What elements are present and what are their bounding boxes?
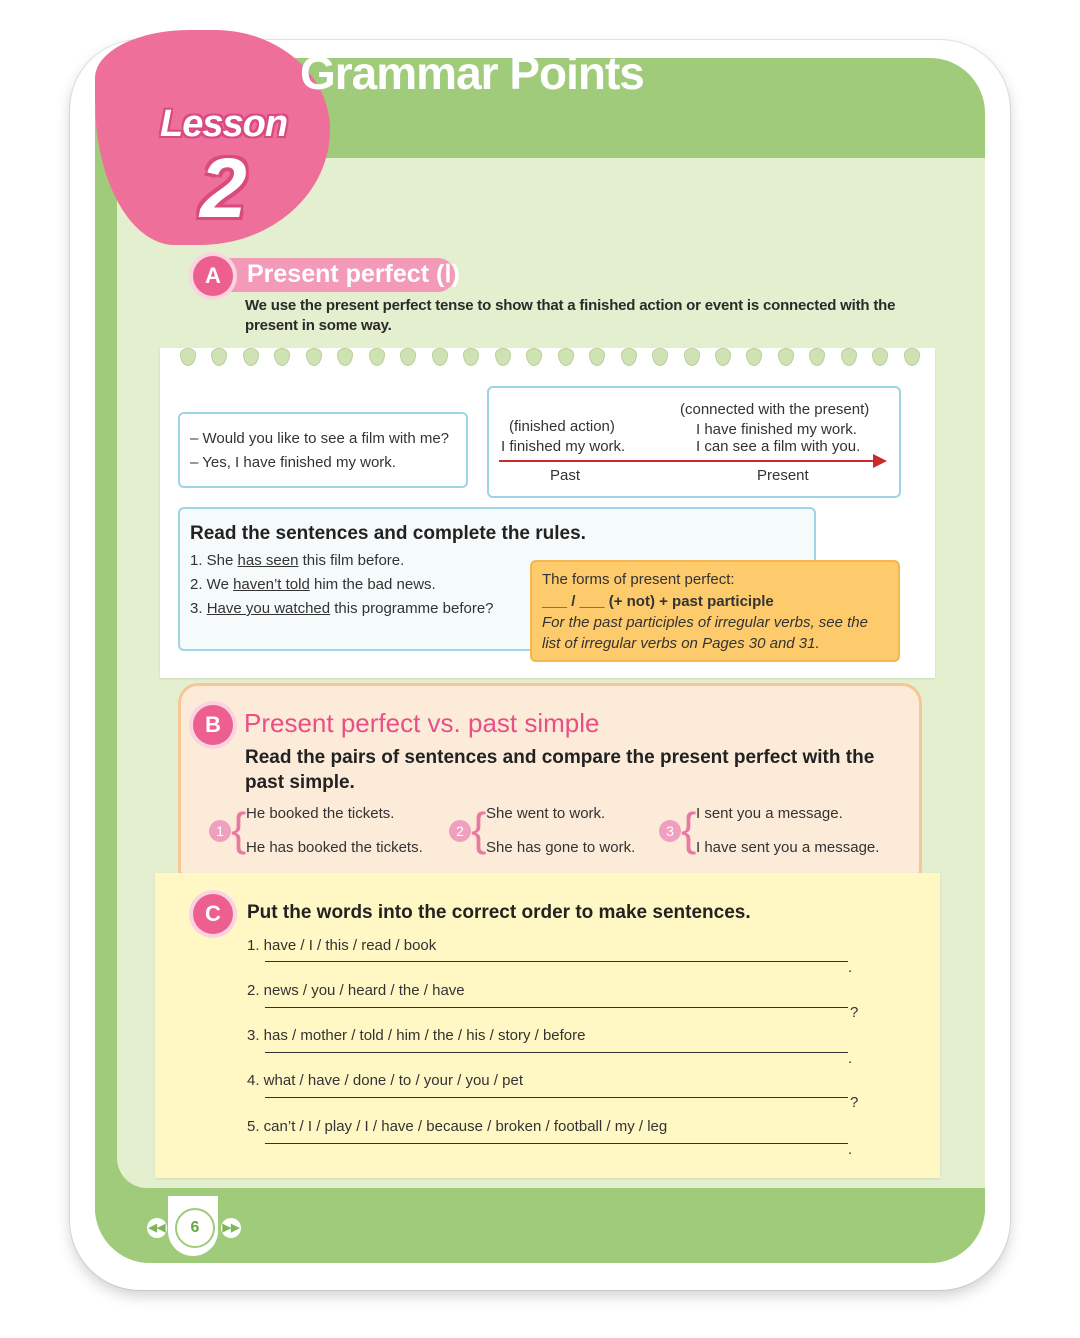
ring-icon [463, 348, 479, 366]
pair-number: 3 [659, 820, 681, 842]
arrow-right-icon [873, 454, 887, 468]
exercise-prompt: 5. can’t / I / play / I / have / because / broken / football / my / leg [247, 1118, 668, 1135]
rule-suffix: this film before. [298, 552, 405, 569]
ring-icon [180, 348, 196, 366]
section-c-badge: C [193, 894, 233, 934]
pair-number: 1 [209, 820, 231, 842]
brace-icon: { [471, 803, 487, 855]
ring-icon [211, 348, 227, 366]
exercise-prompt: 2. news / you / heard / the / have [247, 982, 465, 999]
ring-icon [621, 348, 637, 366]
answer-line[interactable] [265, 1096, 848, 1098]
forms-line: The forms of present perfect: [542, 571, 735, 588]
section-c-title: Put the words into the correct order to make sentences. [247, 902, 751, 923]
section-a-title: Present perfect (Ⅰ) [247, 260, 460, 288]
notebook-rings [180, 348, 920, 368]
dialogue-line: – Yes, I have finished my work. [190, 454, 396, 471]
ring-icon [400, 348, 416, 366]
ring-icon [904, 348, 920, 366]
fast-forward-icon[interactable]: ▶▶ [221, 1218, 241, 1238]
pair-past: I sent you a message. [696, 805, 843, 822]
timeline-past-caption: (finished action) [509, 418, 615, 435]
answer-line[interactable] [265, 1142, 848, 1144]
ring-icon [558, 348, 574, 366]
rule-prefix: 3. [190, 600, 207, 617]
dialogue-line: – Would you like to see a film with me? [190, 430, 450, 447]
timeline-present-sentence: I can see a film with you. [696, 438, 861, 455]
rewind-icon[interactable]: ◀◀ [147, 1218, 167, 1238]
section-b-description: Read the pairs of sentences and compare the present perfect with the past simple. [245, 747, 875, 793]
ring-icon [369, 348, 385, 366]
answer-punctuation: . [848, 1050, 853, 1067]
ring-icon [746, 348, 762, 366]
pair-perfect: I have sent you a message. [696, 839, 880, 856]
timeline-arrow-line [499, 460, 879, 462]
answer-line[interactable] [265, 960, 848, 962]
forms-box [530, 560, 900, 662]
brace-icon: { [231, 803, 247, 855]
ring-icon [872, 348, 888, 366]
pair-past: She went to work. [486, 805, 606, 822]
rule-sentence [190, 576, 436, 593]
page-number: 6 [175, 1208, 215, 1248]
exercise-prompt: 4. what / have / done / to / your / you / pet [247, 1072, 523, 1089]
answer-line[interactable] [265, 1006, 848, 1008]
timeline-present-sentence: I have finished my work. [696, 421, 857, 438]
ring-icon [243, 348, 259, 366]
pair-perfect: She has gone to work. [486, 839, 636, 856]
rule-sentence [190, 552, 404, 569]
rule-verb: Have you watched [206, 600, 331, 617]
pair-perfect: He has booked the tickets. [246, 839, 423, 856]
page-title: Grammar Points [300, 47, 644, 99]
ring-icon [337, 348, 353, 366]
ring-icon [652, 348, 668, 366]
section-a-badge: A [193, 256, 233, 296]
ring-icon [306, 348, 322, 366]
timeline-present-label: Present [757, 467, 809, 484]
rule-prefix: 1. She [190, 552, 238, 569]
exercise-prompt: 3. has / mother / told / him / the / his / story / before [247, 1027, 586, 1044]
forms-formula: ___ / ___ (+ not) + past participle [542, 593, 774, 610]
lesson-word: Lesson [160, 103, 288, 145]
ring-icon [495, 348, 511, 366]
rules-heading: Read the sentences and complete the rules. [190, 523, 586, 544]
timeline-past-sentence: I finished my work. [501, 438, 626, 455]
rule-suffix: this programme before? [330, 600, 494, 617]
rule-verb: has seen [237, 552, 299, 569]
answer-punctuation: ? [850, 1004, 859, 1021]
lesson-number: 2 [200, 141, 247, 235]
forms-note: For the past participles of irregular verbs, see the [542, 614, 868, 631]
pair-past: He booked the tickets. [246, 805, 395, 822]
timeline-present-caption: (connected with the present) [680, 401, 870, 418]
forms-note: list of irregular verbs on Pages 30 and 31. [542, 635, 820, 652]
exercise-prompt: 1. have / I / this / read / book [247, 937, 437, 954]
section-b-badge: B [193, 705, 233, 745]
answer-punctuation: . [848, 1141, 853, 1158]
section-b-title: Present perfect vs. past simple [244, 708, 600, 738]
section-a-description: We use the present perfect tense to show that a finished action or event is connected with the present in some way. [245, 297, 896, 334]
dialogue-box [178, 412, 468, 488]
ring-icon [526, 348, 542, 366]
pair-number: 2 [449, 820, 471, 842]
answer-punctuation: . [848, 959, 853, 976]
rule-verb: haven’t told [233, 576, 310, 593]
ring-icon [778, 348, 794, 366]
ring-icon [841, 348, 857, 366]
brace-icon: { [681, 803, 697, 855]
answer-line[interactable] [265, 1051, 848, 1053]
answer-punctuation: ? [850, 1094, 859, 1111]
timeline-box [487, 386, 901, 498]
rule-sentence [190, 600, 494, 617]
ring-icon [809, 348, 825, 366]
rule-prefix: 2. We [190, 576, 234, 593]
ring-icon [684, 348, 700, 366]
timeline-past-label: Past [550, 467, 581, 484]
rule-suffix: him the bad news. [309, 576, 436, 593]
ring-icon [589, 348, 605, 366]
ring-icon [715, 348, 731, 366]
ring-icon [432, 348, 448, 366]
ring-icon [274, 348, 290, 366]
